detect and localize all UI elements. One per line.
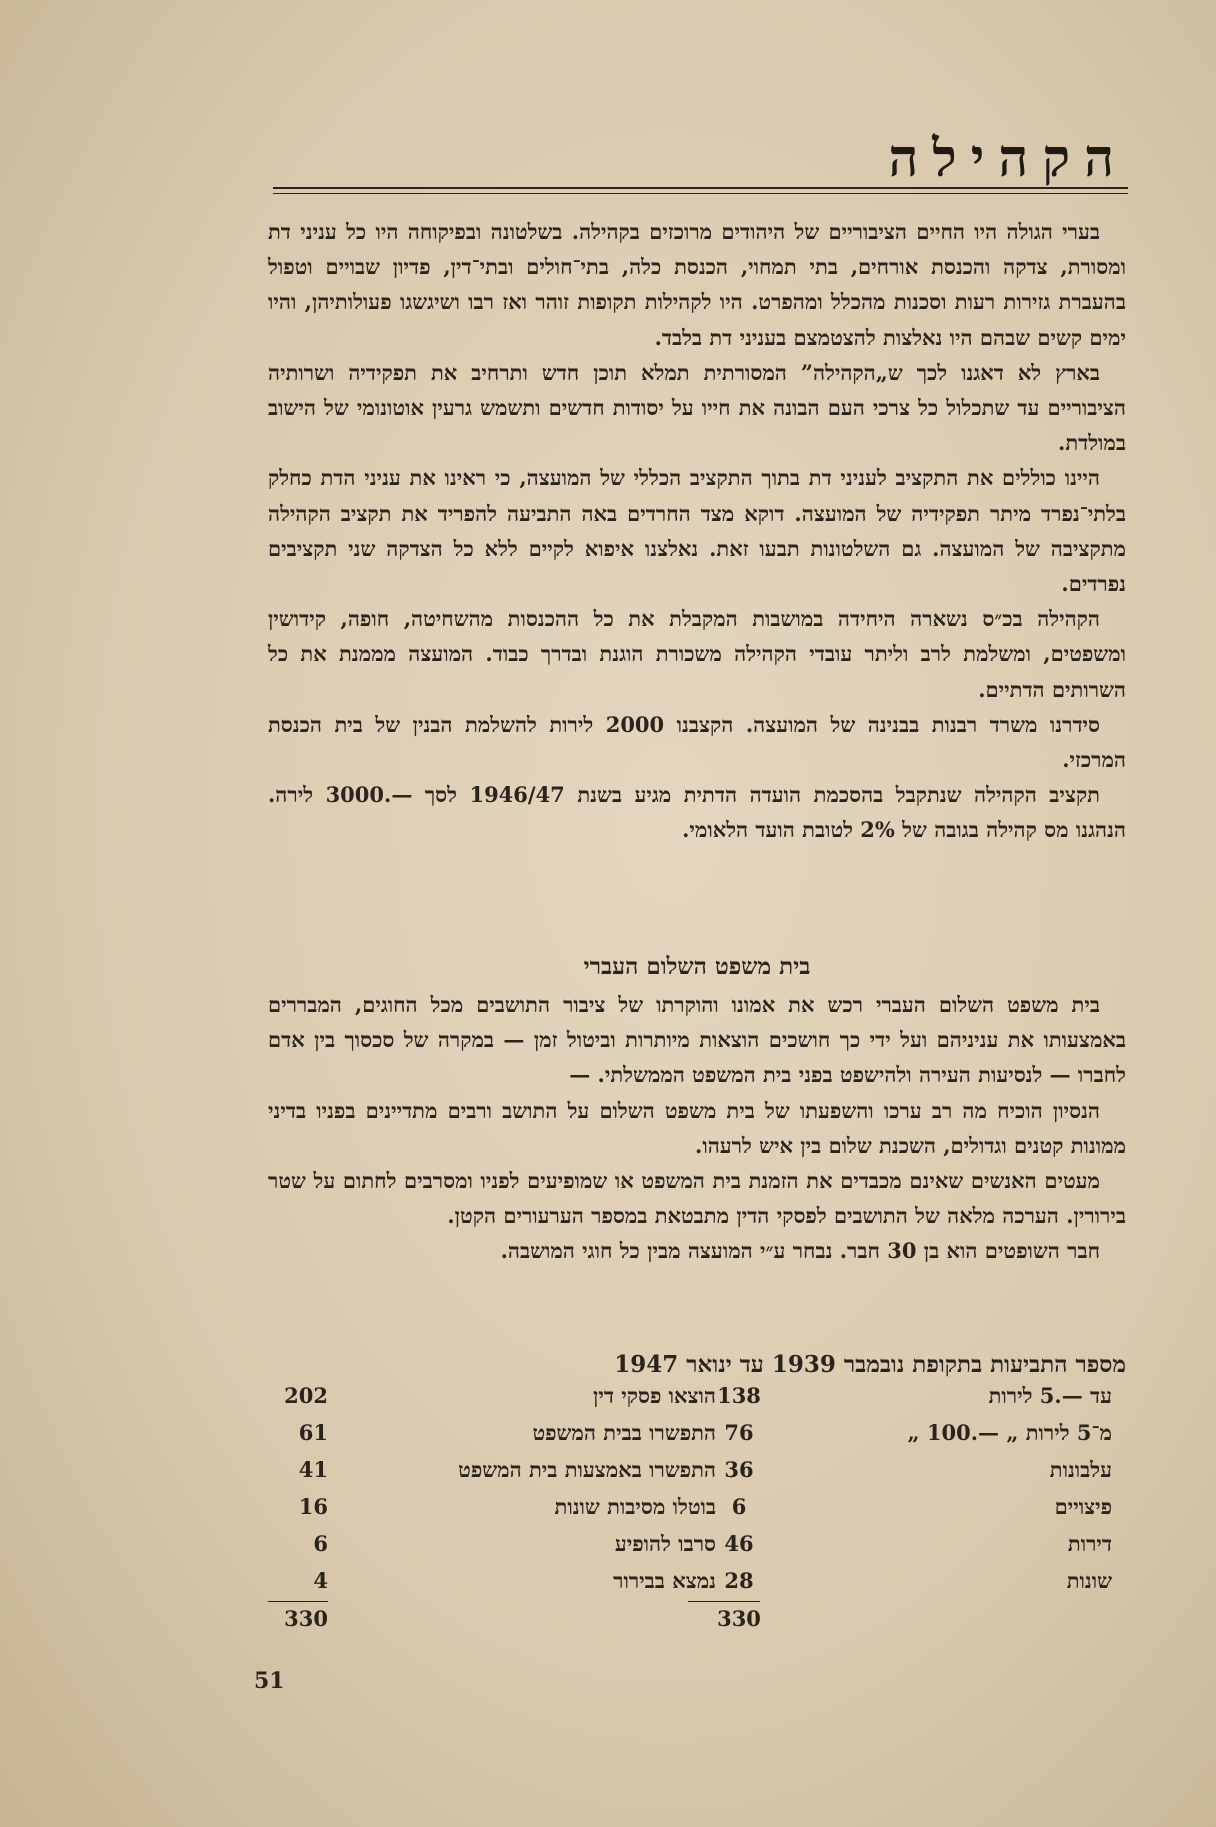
claim-category: עד —.5 לירות bbox=[988, 1383, 1112, 1408]
sum-rule bbox=[688, 1601, 760, 1602]
claim-category: מ־5 לירות „ —.100 „ bbox=[907, 1420, 1112, 1445]
outcome-count: 4 bbox=[313, 1568, 328, 1593]
table-row bbox=[268, 1531, 1126, 1567]
community-article bbox=[268, 214, 1126, 848]
paragraph: הקהילה בכ״ס נשארה היחידה במושבות המקבלת את כל ההכנסות מהשחיטה, חופה, קידושין ומשפטים, ומשלמת לרב וליתר עובדי הקהילה משכורת הוגנת ובדרך כבוד. המועצה מממנת את כל השרותים הדתיים. bbox=[268, 606, 1126, 702]
paragraph: סידרנו משרד רבנות בבנינה של המועצה. הקצבנו 2000 לירות להשלמת הבנין של בית הכנסת המרכזי. bbox=[268, 711, 1126, 773]
outcome-count: 6 bbox=[313, 1531, 328, 1556]
claims-stats-table bbox=[268, 1383, 1126, 1643]
title-rule bbox=[273, 187, 1128, 189]
claim-category: עלבונות bbox=[1049, 1457, 1112, 1482]
paragraph: בערי הגולה היו החיים הציבוריים של היהודים מרוכזים בקהילה. בשלטונה ובפיקוחה היו כל עניני דת ומסורת, צדקה והכנסת אורחים, בתי תמחוי, הכנסת כלה, בתי־חולים ובתי־דין, פדיון שבויים וטפול בהעברת גזירות רעות וסכנות מהכלל ומהפרט. היו לקהילות תקופות זוהר ואז רבו ושיגשגו פעולותיהן, והיו ימים קשים שבהם היו נאלצות להצטמצם בעניני דת בלבד. bbox=[268, 219, 1126, 350]
section-heading: בית משפט השלום העברי bbox=[583, 953, 811, 980]
claim-count: 6 bbox=[731, 1494, 747, 1519]
paragraph: הנסיון הוכיח מה רב ערכו והשפעתו של בית משפט השלום על התושב ורבים מתדיינים בפניו בדיני ממונות קטנים וגדולים, השכנת שלום בין איש לרעהו. bbox=[268, 1097, 1126, 1158]
table-row bbox=[268, 1494, 1126, 1530]
claim-category: דירות bbox=[1067, 1531, 1112, 1556]
court-article bbox=[268, 987, 1126, 1269]
claim-count: 138 bbox=[717, 1383, 761, 1408]
claim-count: 46 bbox=[724, 1531, 754, 1556]
claim-count: 76 bbox=[724, 1420, 754, 1445]
paragraph: חבר השופטים הוא בן 30 חבר. נבחר ע״י המועצה מבין כל חוגי המושבה. bbox=[500, 1238, 1100, 1264]
claim-count: 36 bbox=[724, 1457, 754, 1482]
claim-outcome: הוצאו פסקי דין bbox=[592, 1383, 716, 1408]
claim-outcome: התפשרו באמצעות בית המשפט bbox=[458, 1457, 716, 1482]
claim-category: שונות bbox=[1066, 1568, 1112, 1593]
paragraph: תקציב הקהילה שנתקבל בהסכמת הועדה הדתית מגיע בשנת 1946/47 לסך ‎3000.—‎ לירה. הנהגנו מס קהילה בגובה של 2% לטובת הועד הלאומי. bbox=[268, 782, 1126, 843]
claim-category: פיצויים bbox=[1054, 1494, 1112, 1519]
outcome-count: 41 bbox=[298, 1457, 328, 1482]
outcome-count: 16 bbox=[298, 1494, 328, 1519]
claim-outcome: התפשרו בבית המשפט bbox=[532, 1420, 716, 1445]
claims-total: 330 bbox=[717, 1606, 761, 1631]
paragraph: היינו כוללים את התקציב לעניני דת בתוך התקציב הכללי של המועצה, כי ראינו את עניני הדת כחלק בלתי־נפרד מיתר תפקידיה של המועצה. דוקא מצד החרדים באה התביעה להפריד את תקציב הקהילה מתקציבה של המועצה. גם השלטונות תבעו זאת. נאלצנו איפוא לקיים ללא כל הצדקה שני תקציבים נפרדים. bbox=[268, 465, 1126, 597]
claim-outcome: סרבו להופיע bbox=[614, 1531, 716, 1556]
paragraph: בארץ לא דאגנו לכך ש„הקהילה” המסורתית תמלא תוכן חדש ותרחיב את תפקידיה ושרותיה הציבוריים עד שתכלול כל צרכי העם הבונה את חייו על יסודות חדשים ותשמש גרעין אוטונומי של הישוב במולדת. bbox=[268, 359, 1126, 456]
claim-count: 28 bbox=[724, 1568, 754, 1593]
stats-table-title: מספר התביעות בתקופת נובמבר 1939 עד ינואר 1947 bbox=[614, 1351, 1126, 1378]
page-number: 51 bbox=[254, 1668, 285, 1694]
paragraph: בית משפט השלום העברי רכש את אמונו והוקרתו של ציבור התושבים מכל החוגים, המבררים באמצעותו את עניניהם ועל ידי כך חושכים הוצאות מיותרות וביטול זמן — במקרה של סכסוך בין אדם לחברו — לנסיעות העירה ולהישפט בפני בית המשפט הממשלתי. — bbox=[268, 992, 1126, 1088]
totals-row bbox=[268, 1606, 1126, 1642]
outcomes-total: 330 bbox=[284, 1606, 328, 1631]
sum-rule bbox=[268, 1601, 328, 1602]
outcome-count: 202 bbox=[284, 1383, 328, 1408]
outcome-count: 61 bbox=[298, 1420, 328, 1445]
title-rule-thin bbox=[273, 193, 1128, 194]
table-row bbox=[268, 1457, 1126, 1493]
claim-outcome: בוטלו מסיבות שונות bbox=[554, 1494, 716, 1519]
paragraph: מעטים האנשים שאינם מכבדים את הזמנת בית המשפט או שמופיעים לפניו ומסרבים לחתום על שטר בירורין. הערכה מלאה של התושבים לפסקי הדין מתבטאת במספר הערעורים הקטן. bbox=[268, 1168, 1126, 1229]
table-row bbox=[268, 1420, 1126, 1456]
table-row bbox=[268, 1383, 1126, 1419]
page-title: הקהילה bbox=[888, 128, 1128, 189]
table-row bbox=[268, 1568, 1126, 1604]
claim-outcome: נמצא בבירור bbox=[613, 1568, 716, 1593]
